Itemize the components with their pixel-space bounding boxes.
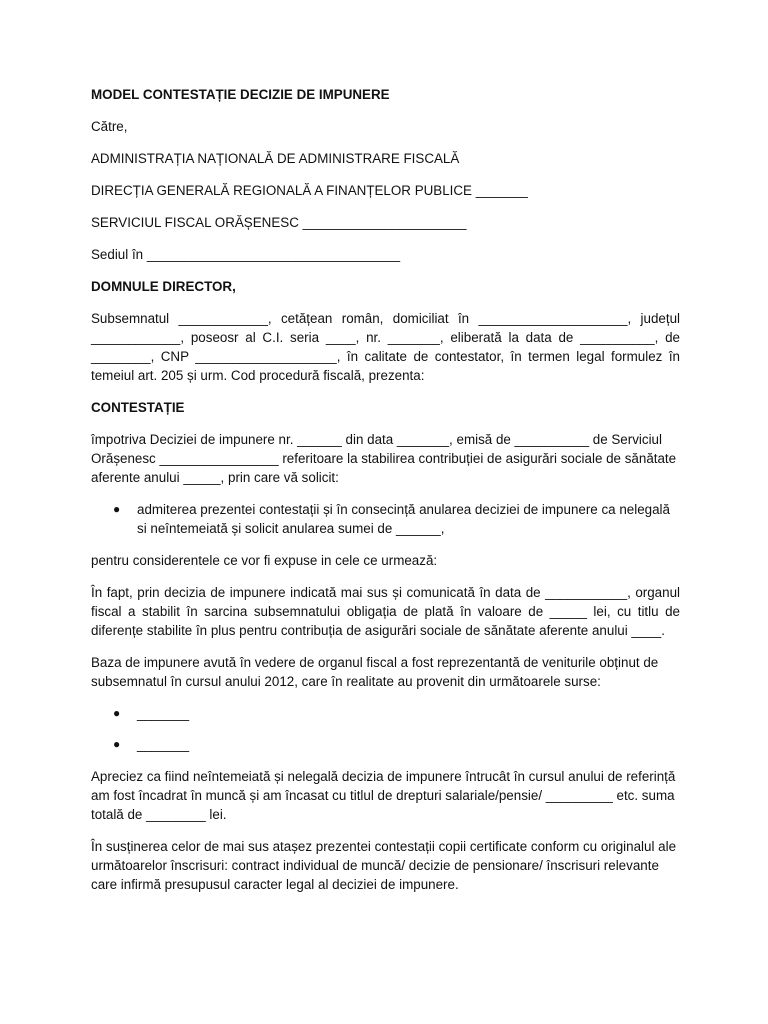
list-item bbox=[91, 704, 680, 723]
list-item bbox=[91, 735, 680, 754]
considerations-line: pentru considerentele ce vor fi expuse in cele ce urmează: bbox=[91, 553, 438, 568]
seat-line: Sediul în __________________________________ bbox=[91, 247, 401, 262]
fiscal-service: SERVICIUL FISCAL ORĂȘENESC ______________________ bbox=[91, 215, 467, 230]
regional-direction: DIRECȚIA GENERALĂ REGIONALĂ A FINANȚELOR PUBLICE _______ bbox=[91, 183, 528, 198]
facts-paragraph: În fapt, prin decizia de impunere indicată mai sus și comunicată în data de ___________, organul fiscal a stabilit în sarcina subsemnatului obligația de plată în valoare de _____ lei, cu titlu de diferențe stabilite în plus pentru contribuția de asigurări sociale de sănătate aferente anului ____. bbox=[91, 585, 680, 638]
source-blank: _______ bbox=[137, 706, 190, 721]
support-paragraph: În susținerea celor de mai sus atașez prezentei contestații copii certificate conform cu originalul ale următoarelor înscrisuri: contract individual de muncă/ decizie de pensionare/ înscrisuri relevante care infirmă presupusul caracter legal al deciziei de impunere. bbox=[91, 839, 677, 892]
bullet-icon: ● bbox=[113, 737, 121, 751]
section-heading: CONTESTAȚIE bbox=[91, 400, 185, 415]
basis-paragraph: Baza de impunere avută în vedere de organul fiscal a fost reprezentantă de veniturile obținut de subsemnatul în cursul anului 2012, care în realitate au provenit din următoarele surse: bbox=[91, 655, 659, 689]
intro-paragraph: Subsemnatul ____________, cetățean român, domiciliat în ____________________, județul ____________, poseosr al C.I. seria ____, nr. _______, eliberată la data de __________, de ________, CNP ___________________, în calitate de contestator, în termen legal formulez în temeiul art. 205 și urm. Cod procedură fiscală, prezenta: bbox=[91, 311, 680, 383]
addressee-line: Către, bbox=[91, 119, 128, 134]
bullet-icon: ● bbox=[113, 502, 121, 516]
appreciation-paragraph: Apreciez ca fiind neîntemeiată și nelegală decizia de impunere întrucât în cursul anului de referință am fost încadrat în muncă și am încasat cu titlul de drepturi salariale/pensie/ _________ etc. suma totală de ________ lei. bbox=[91, 769, 676, 822]
list-item bbox=[91, 500, 680, 538]
bullet-icon: ● bbox=[113, 706, 121, 720]
agency-name: ADMINISTRAȚIA NAȚIONALĂ DE ADMINISTRARE FISCALĂ bbox=[91, 151, 460, 166]
sources-list bbox=[91, 704, 680, 754]
request-text: admiterea prezentei contestații și în consecință anularea deciziei de impunere ca nelegală si neîntemeiată și solicit anularea sumei de ______, bbox=[137, 502, 670, 536]
source-blank: _______ bbox=[137, 737, 190, 752]
against-paragraph: împotriva Deciziei de impunere nr. ______ din data _______, emisă de __________ de Serviciul Orășenesc ________________ referitoare la stabilirea contribuției de asigurări sociale de sănătate aferente anului _____, prin care vă solicit: bbox=[91, 432, 677, 485]
requests-list bbox=[91, 500, 680, 538]
salutation: DOMNULE DIRECTOR, bbox=[91, 279, 236, 294]
document-title: MODEL CONTESTAȚIE DECIZIE DE IMPUNERE bbox=[91, 87, 390, 102]
